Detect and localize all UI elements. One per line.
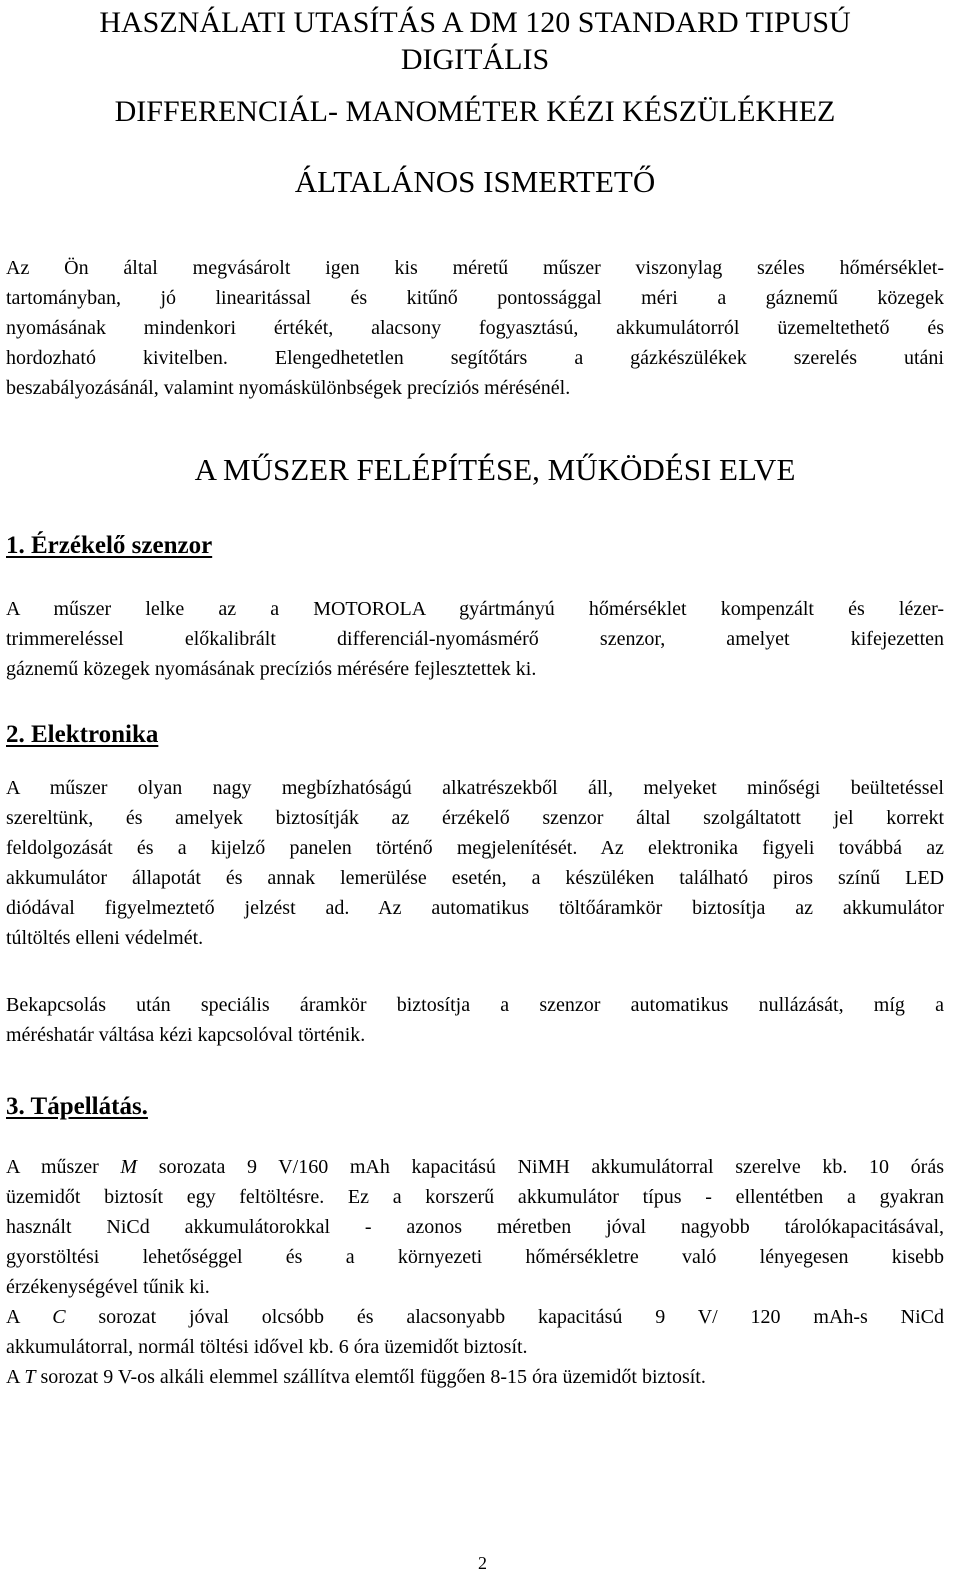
power-line: üzemidőt biztosít egy feltöltésre. Ez a korszerű akkumulátor típus - ellentétben a gyakran: [6, 1186, 944, 1208]
document-title-line-1: HASZNÁLATI UTASÍTÁS A DM 120 STANDARD TIPUSÚ: [99, 6, 851, 39]
electronics-line: túltöltés elleni védelmét.: [6, 927, 204, 949]
power-line-text: A: [6, 1366, 25, 1388]
electronics-paragraph-2: [6, 990, 944, 1050]
electronics-line: szereltünk, és amelyek biztosítják az érzékelő szenzor által szolgáltatott jel korrekt: [6, 807, 944, 829]
sensor-line: gáznemű közegek nyomásának precíziós mérésére fejlesztettek ki.: [6, 658, 537, 680]
power-line-text: A: [6, 1306, 53, 1328]
electronics-paragraph: [6, 773, 944, 953]
power-line: [6, 1152, 944, 1182]
power-line: érzékenységével tűnik ki.: [6, 1276, 210, 1298]
intro-line: tartományban, jó linearitással és kitűnő pontossággal méri a gáznemű közegek: [6, 287, 944, 309]
section-heading-structure: A MŰSZER FELÉPÍTÉSE, MŰKÖDÉSI ELVE: [194, 452, 796, 487]
sensor-line: A műszer lelke az a MOTOROLA gyártmányú hőmérséklet kompenzált és lézer-: [6, 598, 944, 620]
electronics-line: diódával figyelmeztető jelzést ad. Az automatikus töltőáramkör biztosítja az akkumulátor: [6, 897, 944, 919]
document-title-line-3: DIFFERENCIÁL- MANOMÉTER KÉZI KÉSZÜLÉKHEZ: [114, 95, 836, 128]
power-line: akkumulátorral, normál töltési idővel kb. 6 óra üzemidőt biztosít.: [6, 1336, 528, 1358]
power-line: használt NiCd akkumulátorokkal - azonos méretben jóval nagyobb tárolókapacitásával,: [6, 1216, 944, 1238]
document-title-line-2: DIGITÁLIS: [400, 43, 550, 76]
electronics-heading: 2. Elektronika: [6, 721, 159, 748]
power-line: [6, 1362, 944, 1392]
intro-line: beszabályozásánál, valamint nyomáskülönbségek precíziós mérésénél.: [6, 377, 571, 399]
page-number: 2: [478, 1553, 487, 1573]
power-line-text: sorozat 9 V-os alkáli elemmel szállítva elemtől függően 8-15 óra üzemidőt biztosít.: [35, 1366, 706, 1388]
power-line-text: A műszer: [6, 1156, 121, 1178]
electronics-line: Bekapcsolás után speciális áramkör biztosítja a szenzor automatikus nullázását, míg a: [6, 994, 944, 1016]
series-m-label: M: [120, 1156, 138, 1178]
sensor-line: trimmereléssel előkalibrált differenciál-nyomásmérő szenzor, amelyet kifejezetten: [6, 628, 944, 650]
sensor-heading: 1. Érzékelő szenzor: [6, 532, 213, 559]
power-supply-paragraph: [6, 1152, 944, 1392]
intro-paragraph: [6, 253, 944, 403]
electronics-line: méréshatár váltása kézi kapcsolóval történik.: [6, 1024, 366, 1046]
power-line-text: sorozat jóval olcsóbb és alacsonyabb kapacitású 9 V/ 120 mAh-s NiCd: [65, 1306, 945, 1328]
power-line: [6, 1302, 944, 1332]
power-line: gyorstöltési lehetőséggel és a környezeti hőmérsékletre való lényegesen kisebb: [6, 1246, 944, 1268]
intro-line: nyomásának mindenkori értékét, alacsony fogyasztású, akkumulátorról üzemeltethető és: [6, 317, 944, 339]
intro-line: hordozható kivitelben. Elengedhetetlen segítőtárs a gázkészülékek szerelés utáni: [6, 347, 944, 369]
electronics-line: akkumulátor állapotát és annak lemerülése esetén, a készüléken található piros színű LED: [6, 867, 944, 889]
electronics-line: feldolgozását és a kijelző panelen történő megjelenítését. Az elektronika figyeli továbbá az: [6, 837, 944, 859]
sensor-paragraph: [6, 594, 944, 684]
general-description-heading: ÁLTALÁNOS ISMERTETŐ: [294, 164, 656, 199]
power-line-text: sorozata 9 V/160 mAh kapacitású NiMH akkumulátorral szerelve kb. 10 órás: [137, 1156, 944, 1178]
series-t-label: T: [24, 1366, 36, 1388]
power-supply-heading: 3. Tápellátás.: [6, 1093, 148, 1120]
electronics-line: A műszer olyan nagy megbízhatóságú alkatrészekből áll, melyeket minőségi beültetéssel: [6, 777, 944, 799]
series-c-label: C: [52, 1306, 66, 1328]
intro-line: Az Ön által megvásárolt igen kis méretű műszer viszonylag széles hőmérséklet-: [6, 257, 944, 279]
